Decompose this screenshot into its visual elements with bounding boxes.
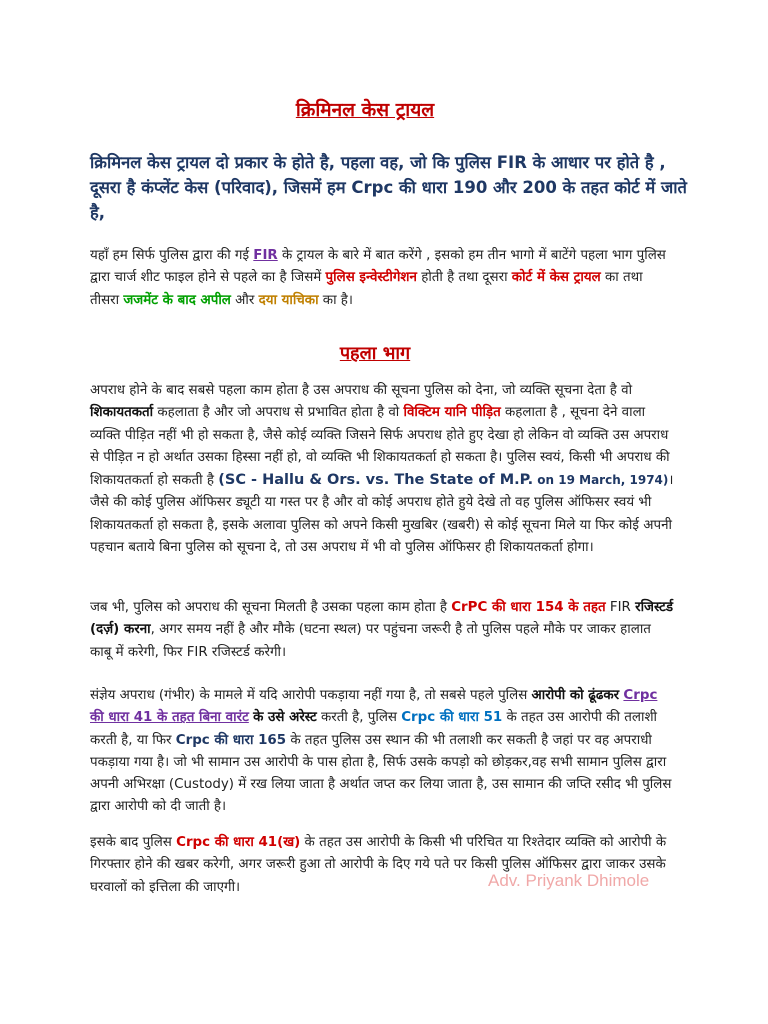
page-title: क्रिमिनल केस ट्रायल	[295, 99, 435, 121]
highlight-victim: विक्टिम यानि पीड़ित	[403, 405, 501, 421]
text: करती है, पुलिस	[316, 710, 402, 726]
highlight-appeal: जजमेंट के बाद अपील	[123, 292, 231, 308]
text: यहाँ हम सिर्फ पुलिस द्वारा की गई	[90, 248, 254, 263]
text: कहलाता है , सूचना देने वाला व्यक्ति पीड़ित नहीं भी हो सकता है, जैसे कोई व्यक्ति जिसने सिर्फ अपराध होते हुए देखा हो लेकिन वो व्यक्ति उस अपराध से पीड़ित न हो अर्थात उसका हिस्सा नहीं हो, वो व्यक्ति भी शिकायतकर्ता हो सकता है। पुलिस स्वयं, किसी भी अपराध की शिकायतकर्ता हो सकती है	[90, 405, 670, 489]
highlight-section-165: Crpc की धारा 165	[175, 732, 287, 748]
text: का है।	[318, 292, 353, 308]
text: के तहत उस आरोपी की तलाशी करती है, या फिर	[90, 710, 658, 748]
text: होती है तथा दूसरा	[416, 270, 512, 286]
text: के तहत उस आरोपी के किसी भी परिचित या रिश्तेदार व्यक्ति को आरोपी के गिरफ्तार होने की खबर करेगी, अगर जरूरी हुआ तो आरोपी के दिए गये पते पर किसी पुलिस ऑफिसर द्वारा जाकर उसके घरवालों को इत्तिला की जाएगी।	[90, 835, 667, 895]
text: । जैसे की कोई पुलिस ऑफिसर ड्यूटी या गस्त पर है और वो कोई अपराध होते हुये देखे तो वह पुलिस ऑफिसर स्वयं भी शिकायतकर्ता हो सकता है, इसके अलावा पुलिस को अपने किसी मुखबिर (खबरी) से कोई सूचना मिले या फिर कोई अपनी पहचान बताये बिना पुलिस को सूचना दे, तो उस अपराध में भी वो पुलिस ऑफिसर ही शिकायतकर्ता होगा।	[90, 473, 674, 556]
highlight-arrest: के उसे अरेस्ट	[253, 710, 317, 726]
text: संज्ञेय अपराध (गंभीर) के मामले में यदि आरोपी पकड़ाया नहीं गया है, तो सबसे पहले पुलिस	[90, 688, 532, 703]
section-heading-part-one: पहला भाग	[339, 343, 411, 364]
text: अपराध होने के बाद सबसे पहला काम होता है उस अपराध की सूचना पुलिस को देना, जो व्यक्ति सूचना देता है वो	[90, 383, 633, 398]
intro-paragraph: क्रिमिनल केस ट्रायल दो प्रकार के होते है, पहला वह, जो कि पुलिस FIR के आधार पर होते है , दूसरा है कंप्लेंट केस (परिवाद), जिसमें हम Crpc की धारा 190 और 200 के तहत कोर्ट में जाते है,	[90, 153, 687, 222]
paragraph-complainant	[90, 380, 675, 559]
case-date: on 19 March, 1974)	[533, 473, 669, 488]
case-citation: (SC - Hallu & Ors. vs. The State of M.P.	[218, 472, 534, 489]
highlight-section-41-kh: Crpc की धारा 41(ख)	[176, 835, 301, 850]
paragraph-arrest	[90, 685, 675, 819]
text: इसके बाद पुलिस	[90, 835, 177, 850]
highlight-mercy-petition: दया याचिका	[258, 292, 319, 308]
author-watermark: Adv. Priyank Dhimole	[488, 871, 650, 890]
highlight-police-investigation: पुलिस इन्वेस्टीगेशन	[325, 270, 417, 286]
section-41-link[interactable]: Crpc की धारा 41 के तहत बिना वारंट	[90, 688, 658, 726]
text: का तथा तीसरा	[90, 270, 643, 308]
text: के तहत पुलिस उस स्थान की भी तलाशी कर सकती है जहां पर वह अपराधी पकड़ाया गया है। जो भी सामान उस आरोपी के पास होता है, सिर्फ उसके कपड़ो को छोड़कर,वह सभी सामान पुलिस द्वारा अपनी अभिरक्षा (Custody) में रख लिया जाता है अर्थात जप्त कर लिया जाता है, उस सामान की जप्ति रसीद भी पुलिस द्वारा आरोपी को दी जाती है।	[90, 732, 672, 815]
text: FIR	[605, 600, 636, 615]
text: जब भी, पुलिस को अपराध की सूचना मिलती है उसका पहला काम होता है	[90, 600, 452, 615]
highlight-section-51: Crpc की धारा 51	[401, 710, 503, 726]
highlight-complainant: शिकायतकर्ता	[90, 405, 154, 421]
highlight-register: रजिस्टर्ड (दर्ज़) करना	[90, 600, 674, 638]
highlight-court-trial: कोर्ट में केस ट्रायल	[511, 270, 601, 286]
paragraph-fir-registration	[90, 597, 675, 664]
paragraph-overview	[90, 245, 675, 312]
highlight-find-accused: आरोपी को ढूंढकर	[531, 688, 620, 703]
text: कहलाता है और जो अपराध से प्रभावित होता है वो	[153, 405, 404, 421]
highlight-section-154: CrPC की धारा 154 के तहत	[451, 600, 606, 615]
text: और	[230, 292, 259, 308]
fir-link[interactable]: FIR	[253, 248, 278, 263]
text: के ट्रायल के बारे में बात करेंगे , इसको हम तीन भागो में बाटेंगे पहला भाग पुलिस द्वारा चार्ज शीट फाइल होने से पहले का है जिसमें	[90, 248, 666, 286]
text: , अगर समय नहीं है और मौके (घटना स्थल) पर पहुंचना जरूरी है तो पुलिस पहले मौके पर जाकर हालात काबू में करेगी, फिर FIR रजिस्टर्ड करेगी।	[90, 622, 651, 660]
